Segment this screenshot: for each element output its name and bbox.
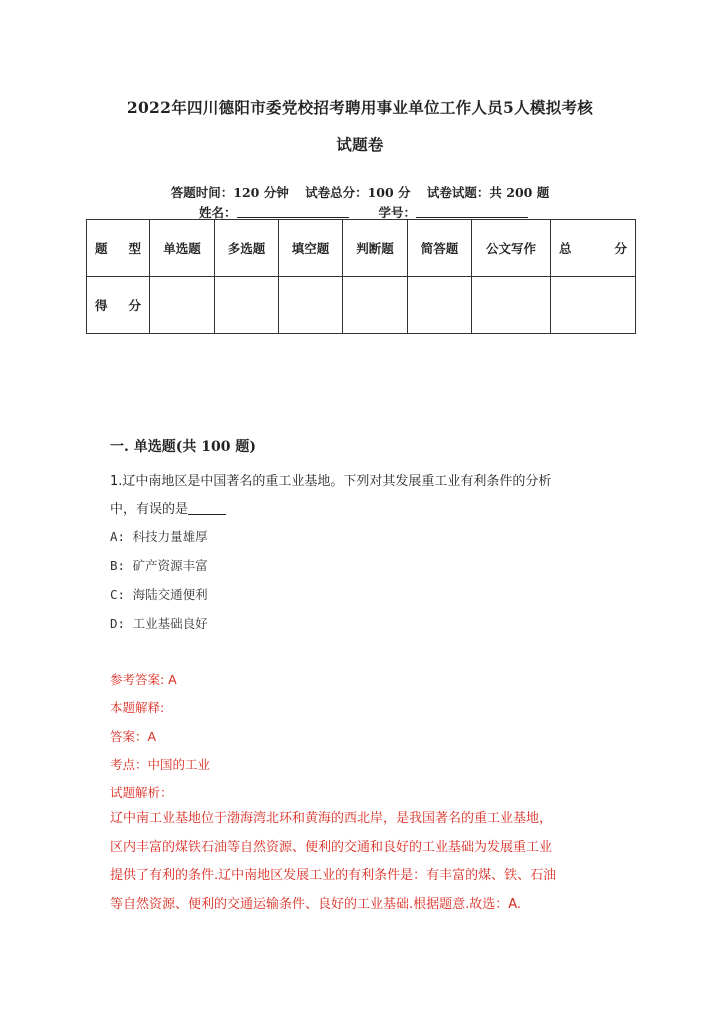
topic-line: 考点：中国的工业: [110, 757, 211, 772]
header-cell-writing: 公文写作: [472, 220, 551, 277]
answer-line: 答案：A: [110, 729, 157, 744]
analysis-line: 区内丰富的煤铁石油等自然资源、便利的交通和良好的工业基础为发展重工业: [110, 839, 553, 855]
header-cell-fill: 填空题: [279, 220, 343, 277]
name-label: 姓名：: [199, 205, 237, 220]
analysis-line: 提供了有利的条件.辽中南地区发展工业的有利条件是：有丰富的煤、铁、石油: [110, 868, 557, 883]
option-d[interactable]: D: 工业基础良好: [110, 616, 208, 631]
score-cell[interactable]: [150, 277, 215, 334]
total-char-1: 总: [559, 241, 572, 256]
exam-meta: [0, 183, 720, 201]
exam-title-line1: 2022年四川德阳市委党校招考聘用事业单位工作人员5人模拟考核: [126, 98, 594, 117]
question-count: 试卷试题：共 200 题: [426, 185, 550, 200]
analysis-text: [110, 805, 610, 919]
analysis-label: 试题解析：: [110, 785, 173, 800]
reference-answer: 参考答案: A: [110, 672, 177, 687]
score-cell[interactable]: [472, 277, 551, 334]
option-a[interactable]: A: 科技力量雄厚: [110, 529, 208, 544]
header-cell-short: 简答题: [408, 220, 472, 277]
score-label-cell: [87, 277, 150, 334]
answer-time: 答题时间：120 分钟: [170, 185, 289, 200]
score-char-1: 得: [95, 298, 108, 313]
option-b[interactable]: B: 矿产资源丰富: [110, 558, 208, 573]
type-char-2: 型: [128, 241, 141, 256]
score-cell[interactable]: [408, 277, 472, 334]
header-cell-judge: 判断题: [343, 220, 408, 277]
question-text-line1: 1.辽中南地区是中国著名的重工业基地。下列对其发展重工业有利条件的分析: [110, 474, 552, 489]
analysis-line: 辽中南工业基地位于渤海湾北环和黄海的西北岸，是我国著名的重工业基地，: [110, 811, 553, 826]
id-label: 学号：: [378, 205, 417, 220]
score-table-header-row: [87, 220, 636, 277]
question-text-line2: [110, 498, 226, 517]
score-cell[interactable]: [343, 277, 408, 334]
header-cell-multi: 多选题: [215, 220, 279, 277]
header-cell-type: [87, 220, 150, 277]
answer-blank: [188, 502, 226, 515]
total-score: 试卷总分：100 分: [305, 185, 411, 200]
score-table: [86, 219, 636, 334]
score-cell[interactable]: [551, 277, 636, 334]
score-cell[interactable]: [279, 277, 343, 334]
header-cell-single: 单选题: [150, 220, 215, 277]
analysis-line: 等自然资源、便利的交通运输条件、良好的工业基础.根据题意.故选：A.: [110, 896, 522, 912]
name-field[interactable]: [237, 205, 349, 218]
score-char-2: 分: [128, 298, 141, 313]
score-cell[interactable]: [215, 277, 279, 334]
option-c[interactable]: C: 海陆交通便利: [110, 587, 208, 602]
total-char-2: 分: [614, 241, 627, 256]
question-line2-text: 中，有误的是: [110, 502, 189, 517]
type-char-1: 题: [95, 241, 108, 256]
exam-title-line2: 试题卷: [336, 135, 384, 154]
explanation-label: 本题解释:: [110, 700, 165, 715]
section-title: 一. 单选题(共 100 题): [110, 439, 256, 455]
id-field[interactable]: [416, 205, 528, 218]
score-table-score-row: [87, 277, 636, 334]
header-cell-total: [551, 220, 636, 277]
